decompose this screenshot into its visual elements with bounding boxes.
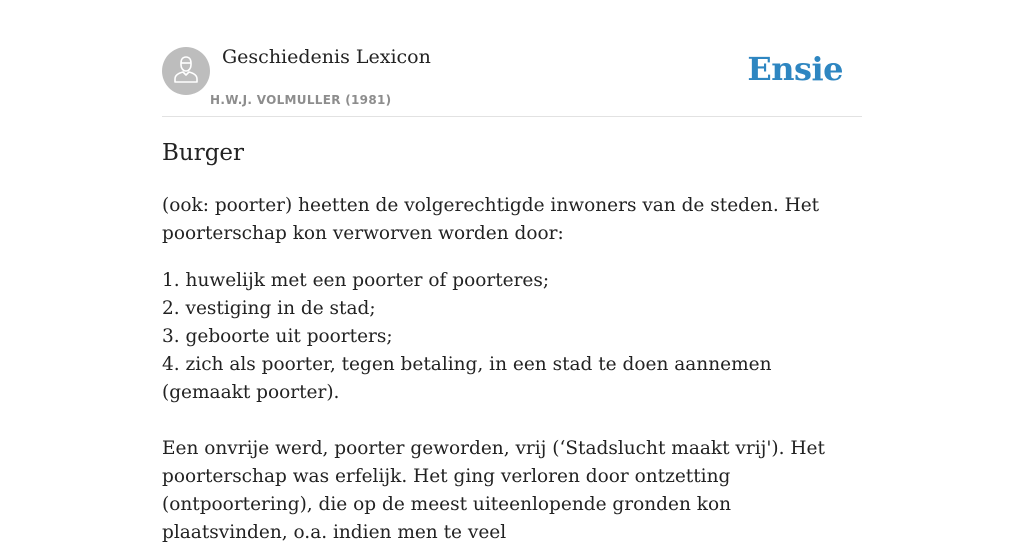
book-title[interactable]: Geschiedenis Lexicon (222, 46, 431, 68)
avatar (162, 47, 210, 95)
list-item: 1. huwelijk met een poorter of poorteres; (162, 270, 550, 291)
list-item: 4. zich als poorter, tegen betaling, in een stad te doen aannemen (gemaakt poorter). (162, 354, 772, 403)
header (162, 46, 862, 117)
spacer (162, 407, 862, 435)
ensie-logo[interactable]: Ensie (747, 50, 843, 88)
conditions-list (162, 267, 862, 407)
intro-paragraph: (ook: poorter) heetten de volgerechtigde inwoners van de steden. Het poorterschap kon verworven worden door: (162, 195, 820, 244)
list-item: 3. geboorte uit poorters; (162, 326, 393, 347)
list-item: 2. vestiging in de stad; (162, 298, 376, 319)
body-paragraph: Een onvrije werd, poorter geworden, vrij (‘Stadslucht maakt vrij'). Het poorterschap was erfelijk. Het ging verloren door ontzetting (ontpoortering), die op de meest uiteenlopende gronden kon plaatsvinden, o.a. indien men te veel (162, 438, 825, 543)
author-name[interactable]: H.W.J. VOLMULLER (1981) (210, 93, 392, 107)
user-icon (172, 54, 200, 89)
entry-title: Burger (162, 140, 245, 166)
entry-content (162, 192, 862, 547)
